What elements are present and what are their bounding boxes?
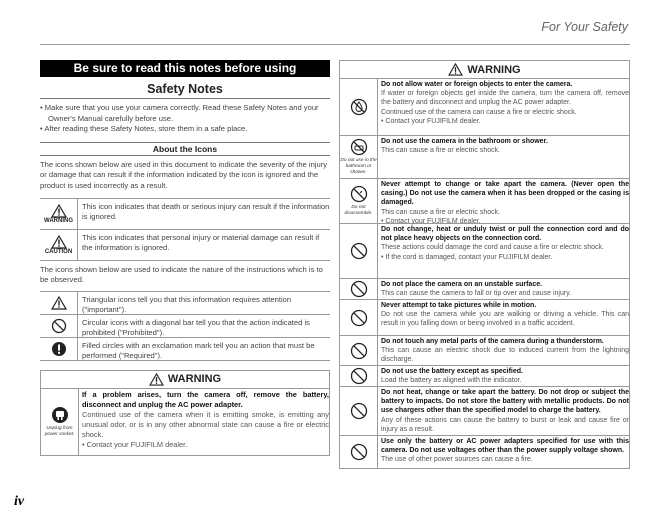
warning-bold: Do not change, heat or unduly twist or pull the connection cord and do not place heavy objects on the connection cord. (381, 226, 629, 243)
left-column (40, 60, 330, 456)
warning-text (378, 387, 629, 435)
warning-normal: The use of other power sources can cause a fire. (381, 456, 533, 464)
warning-normal: This can cause an electric shock due to induced current from the lightning discharge. (381, 347, 629, 364)
warning-normal: If water or foreign objects get inside the camera, turn the camera off, remove the battery and disconnect and unplug the AC power adapter. Continued use of the camera can cause a fire or electric shock. (381, 90, 629, 116)
prohibited-icon (340, 366, 378, 386)
caution-icon (40, 230, 78, 260)
prohibited-icon (340, 279, 378, 299)
safety-notes-title: Safety Notes (40, 80, 330, 99)
nature-row (40, 338, 330, 361)
warning-normal: Do not use the camera while you are walking or driving a vehicle. This can result in you falling down or being involved in a traffic accident. (381, 311, 629, 328)
warning-row (340, 136, 629, 179)
warning-text (378, 179, 629, 223)
about-icons-title: About the Icons (40, 142, 330, 156)
warning-text (378, 300, 629, 335)
severity-text: This icon indicates that death or serious injury can result if the information is ignored. (82, 201, 330, 221)
warning-text (378, 279, 629, 299)
page-number: iv (14, 494, 25, 509)
warning-contact: • Contact your FUJIFILM dealer. (381, 217, 481, 225)
warning-normal: Continued use of the camera when it is emitting smoke, is emitting any unusual odor, or is in any other abnormal state can cause a fire or electric shock. (82, 409, 329, 439)
intro-bullet: • Make sure that you use your camera correctly. Read these Safety Notes and your Owner's Manual carefully before use. (40, 103, 319, 123)
warning-normal: This can cause a fire or electric shock. (381, 147, 501, 155)
caution-label: CAUTION (44, 248, 73, 255)
warning-bold: Never attempt to change or take apart the camera. (Never open the casing.) Do not use the camera when it has been dropped or the casing is damaged. (381, 181, 629, 207)
warning-text (378, 366, 629, 386)
warning-normal: This can cause the camera to fall or tip over and cause injury. (381, 290, 572, 298)
warning-normal: These actions could damage the cord and cause a fire or electric shock. (381, 244, 604, 252)
warning-text (378, 224, 629, 278)
warning-normal: This can cause a fire or electric shock. (381, 208, 501, 216)
warning-bold: Do not use the battery except as specified. (381, 368, 523, 375)
nature-row (40, 292, 330, 315)
required-icon (40, 338, 78, 360)
severity-row (40, 199, 330, 230)
warning-row (340, 336, 629, 366)
prohibited-icon (340, 387, 378, 435)
unplug-icon (41, 389, 79, 455)
warning-bold: Do not allow water or foreign objects to enter the camera. (381, 81, 573, 88)
warning-title: WARNING (467, 63, 521, 76)
icon-caption: Unplug from power socket. (44, 425, 75, 437)
warning-text (79, 389, 329, 455)
warning-row (340, 224, 629, 279)
nature-text: Circular icons with a diagonal bar tell you that the action indicated is prohibited ("Prohibited"). (82, 317, 310, 337)
warning-title: WARNING (167, 373, 222, 386)
intro-bullet: • After reading these Safety Notes, store them in a safe place. (40, 124, 248, 134)
warning-contact: • Contact your FUJIFILM dealer. (381, 117, 481, 125)
nature-icon-table (40, 291, 330, 361)
about-icons-paragraph: The icons shown below are used in this document to indicate the severity of the injury or damage that can result if the information indicated by the icon is ignored and the product is used incorrectly as a result. (40, 159, 328, 190)
warning-row (340, 179, 629, 224)
warning-row (340, 79, 629, 136)
warning-contact: • If the cord is damaged, contact your FUJIFILM dealer. (381, 253, 553, 261)
warning-bold: Do not heat, change or take apart the battery. Do not drop or subject the battery to impacts. Do not store the battery with metallic products. Do not use chargers other than the specified model to charge the battery. (381, 389, 629, 415)
warning-row (340, 300, 629, 336)
nature-text: Triangular icons tell you that this information requires attention ("important"). (82, 294, 292, 314)
no-water-icon (340, 79, 378, 135)
warning-row (340, 436, 629, 468)
warning-header (340, 61, 629, 79)
right-column (339, 60, 630, 469)
warning-bold: If a problem arises, turn the camera off, remove the battery, disconnect and unplug the AC power adapter. (82, 389, 329, 409)
warning-row (340, 387, 629, 436)
prohibited-icon (40, 315, 78, 337)
warning-bold: Do not touch any metal parts of the camera during a thunderstorm. (381, 338, 604, 345)
intro-bullets (40, 103, 330, 135)
prohibited-icon (340, 336, 378, 365)
warning-row (340, 366, 629, 387)
right-warning-box (339, 60, 630, 469)
warning-triangle-icon (149, 373, 164, 386)
nature-paragraph: The icons shown below are used to indicate the nature of the instructions which is to be observed. (40, 264, 323, 285)
triangle-attention-icon (40, 292, 78, 314)
nature-row (40, 315, 330, 338)
warning-bold: Use only the battery or AC power adapters specified for use with this camera. Do not use voltages other than the power supply voltage shown. (381, 438, 629, 455)
warning-rows (340, 79, 629, 468)
left-warning-box (40, 370, 330, 456)
no-disassemble-icon (340, 179, 378, 223)
warning-row (41, 389, 329, 455)
severity-row (40, 230, 330, 261)
severity-text: This icon indicates that personal injury or material damage can result if the information is ignored. (82, 232, 320, 252)
prohibited-icon (340, 436, 378, 468)
prohibited-icon (340, 224, 378, 278)
warning-text (378, 79, 629, 135)
warning-bold: Never attempt to take pictures while in motion. (381, 302, 537, 309)
icon-caption: Do not disassemble. (344, 205, 373, 216)
icon-caption: Do not use in the bathroom or shower. (340, 158, 377, 175)
warning-label: WARNING (44, 217, 73, 224)
read-before-banner: Be sure to read this notes before using (40, 60, 330, 77)
warning-bold: Do not place the camera on an unstable surface. (381, 281, 543, 288)
nature-text: Filled circles with an exclamation mark tell you an action that must be performed ("Required"). (82, 340, 315, 360)
warning-text (378, 136, 629, 178)
warning-icon (40, 199, 78, 229)
warning-bold: Do not use the camera in the bathroom or shower. (381, 138, 548, 145)
warning-header (41, 371, 329, 389)
prohibited-icon (340, 300, 378, 335)
warning-contact: • Contact your FUJIFILM dealer. (82, 439, 188, 449)
warning-text (378, 436, 629, 468)
running-header: For Your Safety (541, 20, 628, 34)
no-bathroom-icon (340, 136, 378, 178)
warning-row (340, 279, 629, 300)
warning-triangle-icon (448, 63, 463, 76)
header-rule (40, 44, 630, 45)
severity-icon-table (40, 198, 330, 261)
warning-normal: Any of these actions can cause the battery to burst or leak and cause fire or injury as a result. (381, 416, 629, 433)
warning-text (378, 336, 629, 365)
warning-normal: Load the battery as aligned with the indicator. (381, 377, 522, 385)
